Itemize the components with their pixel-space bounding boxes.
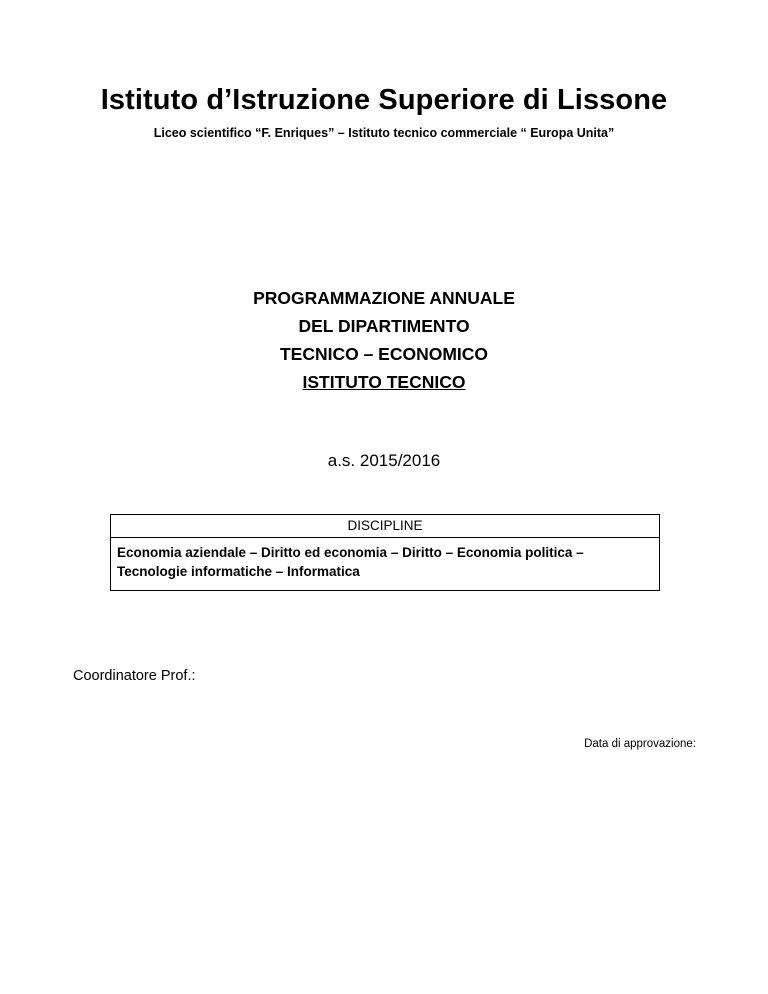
institute-subtitle: Liceo scientifico “F. Enriques” – Istituto tecnico commerciale “ Europa Unita” (153, 126, 615, 140)
disciplines-content: Economia aziendale – Diritto ed economia – Diritto – Economia politica – Tecnologie informatiche – Informatica (117, 545, 584, 579)
heading-line-2: DEL DIPARTIMENTO (298, 316, 470, 336)
heading-line-4: ISTITUTO TECNICO (302, 372, 466, 392)
heading-line-1: PROGRAMMAZIONE ANNUALE (253, 288, 515, 308)
coordinator-label: Coordinatore Prof.: (73, 668, 196, 684)
approval-date-label: Data di approvazione: (584, 738, 696, 750)
institute-title: Istituto d’Istruzione Superiore di Lissone (100, 84, 668, 116)
school-year: a.s. 2015/2016 (327, 451, 441, 470)
disciplines-header: DISCIPLINE (111, 515, 659, 538)
disciplines-table (110, 514, 660, 591)
heading-line-3: TECNICO – ECONOMICO (279, 344, 489, 364)
programming-heading (0, 284, 768, 396)
